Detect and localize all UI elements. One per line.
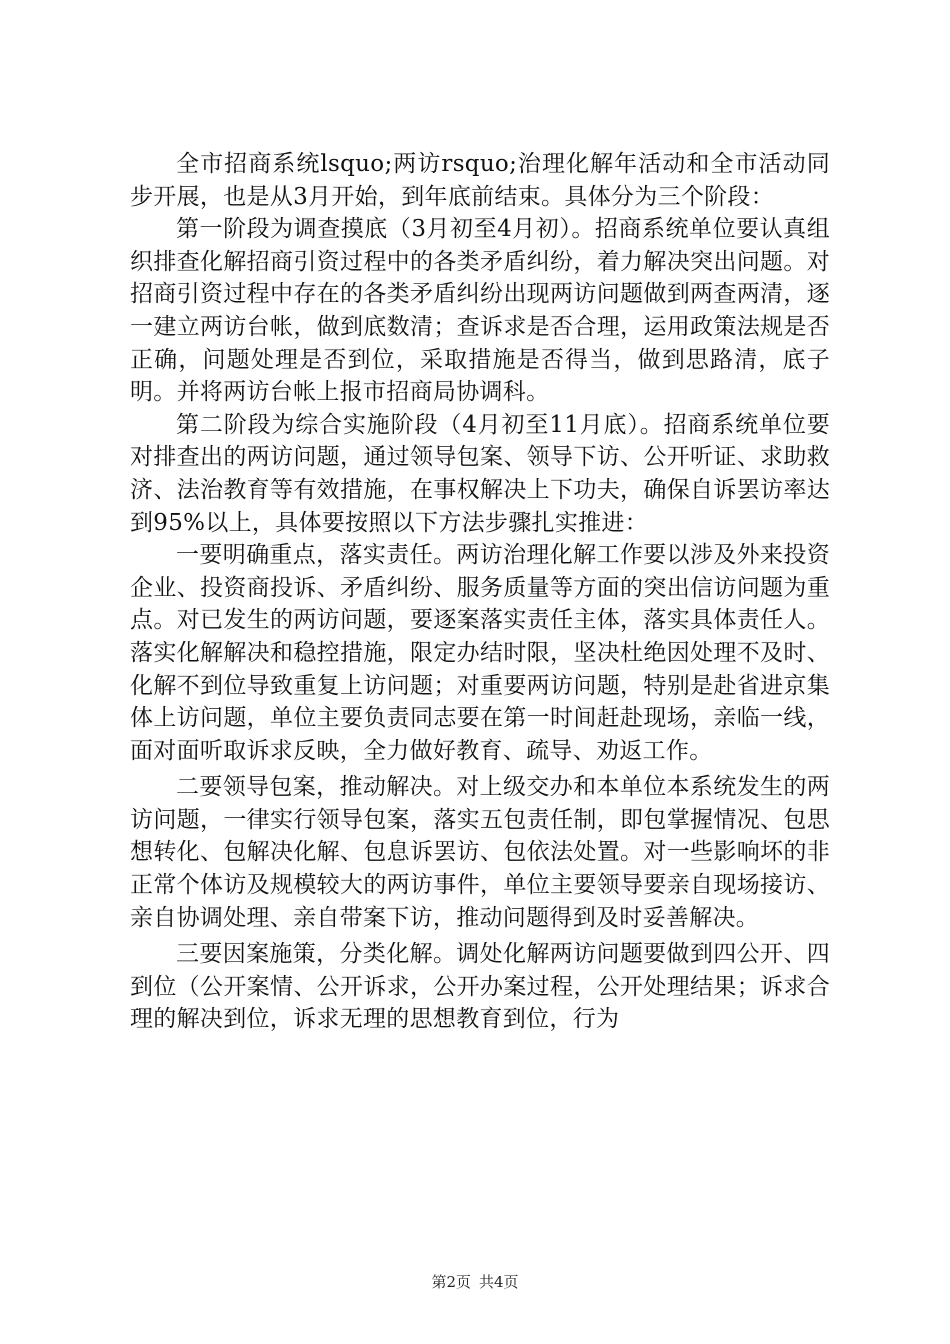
paragraph-point-one: 一要明确重点，落实责任。两访治理化解工作要以涉及外来投资企业、投资商投诉、矛盾纠纷、服务质量等方面的突出信访问题为重点。对已发生的两访问题，要逐案落实责任主体，落实具体责任人。落实化解解决和稳控措施，限定办结时限，坚决杜绝因处理不及时、化解不到位导致重复上访问题；对重要两访问题，特别是赴省进京集体上访问题，单位主要负责同志要在第一时间赶赴现场，亲临一线，面对面听取诉求反映，全力做好教育、疏导、劝返工作。 [130, 542, 830, 764]
page-total: 共4页 [479, 1273, 519, 1291]
paragraph-stage-two: 第二阶段为综合实施阶段（4月初至11月底）。招商系统单位要对排查出的两访问题，通过领导包案、领导下访、公开听证、求助救济、法治教育等有效措施，在事权解决上下功夫，确保自诉罢访率达到95%以上，具体要按照以下方法步骤扎实推进： [130, 411, 830, 536]
page-number: 第2页 [431, 1273, 471, 1291]
paragraph-stage-one: 第一阶段为调查摸底（3月初至4月初）。招商系统单位要认真组织排查化解招商引资过程中的各类矛盾纠纷，着力解决突出问题。对招商引资过程中存在的各类矛盾纠纷出现两访问题做到两查两清，逐一建立两访台帐，做到底数清；查诉求是否合理，运用政策法规是否正确，问题处理是否到位，采取措施是否得当，做到思路清，底子明。并将两访台帐上报市招商局协调科。 [130, 216, 830, 406]
paragraph-intro: 全市招商系统lsquo;两访rsquo;治理化解年活动和全市活动同步开展，也是从3月开始，到年底前结束。具体分为三个阶段： [130, 151, 830, 210]
paragraph-point-three: 三要因案施策，分类化解。调处化解两访问题要做到四公开、四到位（公开案情、公开诉求，公开办案过程，公开处理结果；诉求合理的解决到位，诉求无理的思想教育到位，行为 [130, 941, 830, 1033]
document-body [130, 148, 830, 1036]
page-footer [0, 1272, 950, 1292]
paragraph-point-two: 二要领导包案，推动解决。对上级交办和本单位本系统发生的两访问题，一律实行领导包案，落实五包责任制，即包掌握情况、包思想转化、包解决化解、包息诉罢访、包依法处置。对一些影响坏的非正常个体访及规模较大的两访事件，单位主要领导要亲自现场接访、亲自协调处理、亲自带案下访，推动问题得到及时妥善解决。 [130, 774, 830, 931]
